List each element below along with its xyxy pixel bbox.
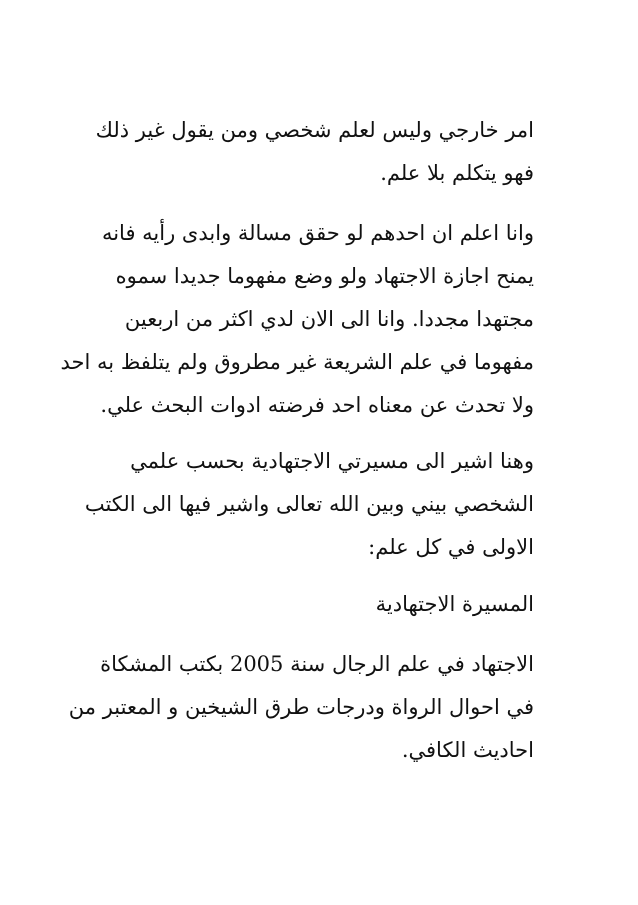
- text-line: امر خارجي وليس لعلم شخصي ومن يقول غير ذلك: [95, 118, 534, 142]
- text-line: مجتهدا مجددا. وانا الى الان لدي اكثر من اربعين: [124, 307, 534, 331]
- paragraph-1: [95, 109, 534, 195]
- text-line: وانا اعلم ان احدهم لو حقق مسالة وابدى رأيه فانه: [101, 221, 534, 245]
- text-line: الاولى في كل علم:: [368, 535, 534, 559]
- text-line: فهو يتكلم بلا علم.: [380, 161, 534, 185]
- paragraph-2: [60, 212, 534, 427]
- text-line: احاديث الكافي.: [401, 738, 534, 762]
- text-line: الشخصي بيني وبين الله تعالى واشير فيها الى الكتب: [84, 492, 534, 516]
- text-line: يمنح اجازة الاجتهاد ولو وضع مفهوما جديدا سموه: [115, 264, 534, 288]
- section-heading: [114, 583, 534, 626]
- paragraph-3: [84, 440, 534, 569]
- text-line: الاجتهاد في علم الرجال سنة 2005 بكتب المشكاة: [100, 652, 534, 676]
- heading-line: المسيرة الاجتهادية: [375, 592, 534, 616]
- paragraph-5: [68, 643, 534, 772]
- text-line: مفهوما في علم الشريعة غير مطروق ولم يتلفظ به احد: [60, 350, 534, 374]
- text-line: وهنا اشير الى مسيرتي الاجتهادية بحسب علمي: [130, 449, 534, 473]
- text-line: ولا تحدث عن معناه احد فرضته ادوات البحث علي.: [100, 393, 534, 417]
- text-line: في احوال الرواة ودرجات طرق الشيخين و المعتبر من: [68, 695, 534, 719]
